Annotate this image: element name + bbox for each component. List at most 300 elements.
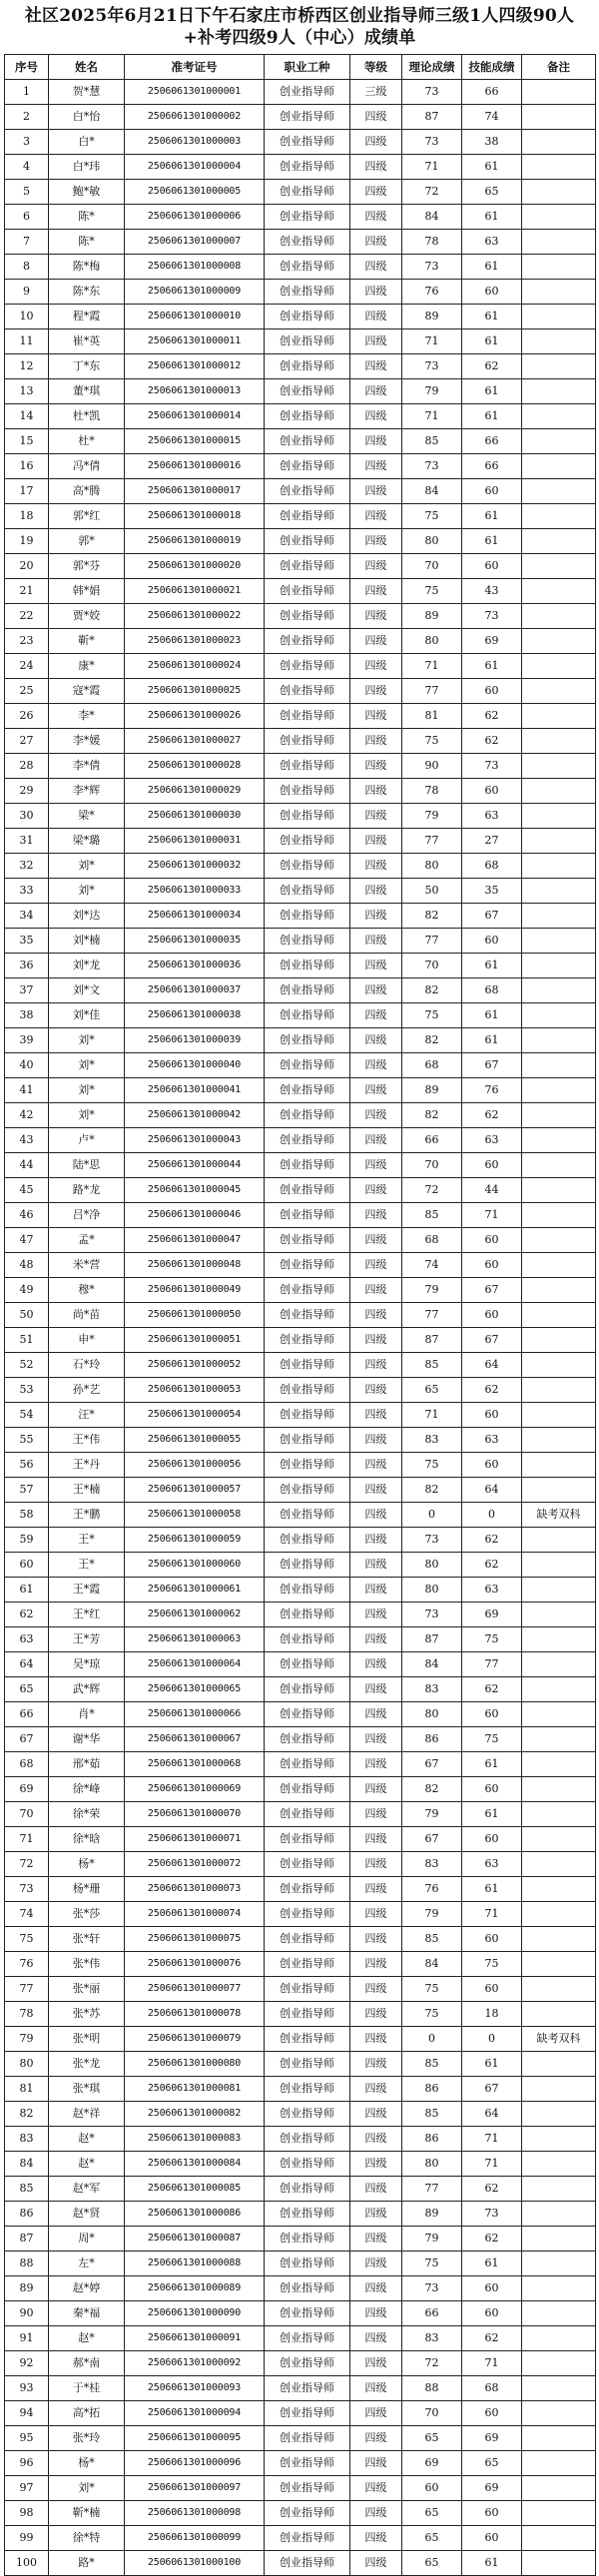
cell-ticket: 2506061301000035 (125, 929, 265, 954)
table-body (5, 80, 596, 2576)
cell-occupation: 创业指导师 (265, 1578, 350, 1603)
cell-level: 四级 (350, 779, 402, 804)
cell-occupation: 创业指导师 (265, 704, 350, 729)
cell-ticket: 2506061301000015 (125, 429, 265, 454)
cell-skill-score: 62 (462, 1528, 522, 1553)
cell-index: 82 (5, 2102, 49, 2127)
cell-ticket: 2506061301000060 (125, 1553, 265, 1578)
cell-occupation: 创业指导师 (265, 1877, 350, 1902)
cell-index: 22 (5, 604, 49, 629)
cell-skill-score: 75 (462, 1952, 522, 1977)
table-row (5, 1927, 596, 1952)
cell-level: 四级 (350, 1328, 402, 1353)
cell-name: 刘* (49, 879, 125, 904)
cell-theory-score: 75 (402, 2252, 462, 2276)
cell-index: 15 (5, 429, 49, 454)
cell-skill-score: 61 (462, 529, 522, 554)
cell-remark (522, 1578, 596, 1603)
table-row (5, 2351, 596, 2376)
cell-index: 93 (5, 2376, 49, 2401)
cell-theory-score: 65 (402, 2501, 462, 2526)
cell-remark (522, 2152, 596, 2177)
cell-level: 四级 (350, 2127, 402, 2152)
cell-level: 四级 (350, 2351, 402, 2376)
cell-ticket: 2506061301000083 (125, 2127, 265, 2152)
cell-index: 30 (5, 804, 49, 829)
cell-skill-score: 61 (462, 1003, 522, 1028)
cell-remark (522, 1852, 596, 1877)
cell-level: 四级 (350, 1927, 402, 1952)
cell-level: 四级 (350, 180, 402, 205)
cell-theory-score: 86 (402, 2077, 462, 2102)
cell-level: 四级 (350, 2401, 402, 2426)
cell-ticket: 2506061301000088 (125, 2252, 265, 2276)
cell-skill-score: 62 (462, 729, 522, 754)
cell-theory-score: 0 (402, 1503, 462, 1528)
cell-remark (522, 529, 596, 554)
cell-name: 路*龙 (49, 1178, 125, 1203)
table-row (5, 1852, 596, 1877)
cell-remark (522, 879, 596, 904)
cell-theory-score: 70 (402, 954, 462, 978)
cell-occupation: 创业指导师 (265, 2252, 350, 2276)
cell-index: 92 (5, 2351, 49, 2376)
cell-theory-score: 73 (402, 130, 462, 155)
cell-theory-score: 77 (402, 1303, 462, 1328)
cell-name: 靳* (49, 629, 125, 654)
cell-remark (522, 454, 596, 479)
cell-ticket: 2506061301000086 (125, 2202, 265, 2227)
cell-occupation: 创业指导师 (265, 205, 350, 230)
cell-occupation: 创业指导师 (265, 779, 350, 804)
cell-skill-score: 64 (462, 1478, 522, 1503)
cell-occupation: 创业指导师 (265, 954, 350, 978)
cell-level: 四级 (350, 479, 402, 504)
cell-theory-score: 85 (402, 2102, 462, 2127)
cell-theory-score: 84 (402, 1952, 462, 1977)
cell-theory-score: 83 (402, 1852, 462, 1877)
cell-name: 秦*福 (49, 2301, 125, 2326)
cell-occupation: 创业指导师 (265, 579, 350, 604)
cell-ticket: 2506061301000003 (125, 130, 265, 155)
cell-occupation: 创业指导师 (265, 1278, 350, 1303)
cell-name: 赵*婷 (49, 2276, 125, 2301)
cell-skill-score: 71 (462, 2351, 522, 2376)
cell-ticket: 2506061301000047 (125, 1228, 265, 1253)
cell-name: 王* (49, 1528, 125, 1553)
cell-skill-score: 75 (462, 1727, 522, 1752)
cell-index: 86 (5, 2202, 49, 2227)
cell-remark (522, 804, 596, 829)
cell-remark (522, 1802, 596, 1827)
cell-theory-score: 82 (402, 904, 462, 929)
cell-skill-score: 61 (462, 1802, 522, 1827)
cell-index: 9 (5, 280, 49, 305)
score-table (4, 54, 596, 2576)
cell-occupation: 创业指导师 (265, 2152, 350, 2177)
cell-level: 四级 (350, 130, 402, 155)
cell-remark (522, 1727, 596, 1752)
table-row (5, 2052, 596, 2077)
cell-name: 王*楠 (49, 1478, 125, 1503)
cell-name: 王*丹 (49, 1453, 125, 1478)
cell-level: 四级 (350, 804, 402, 829)
title-line-1: 社区2025年6月21日下午石家庄市桥西区创业指导师三级1人四级90人 (24, 6, 575, 26)
cell-name: 陈*梅 (49, 255, 125, 280)
cell-theory-score: 67 (402, 1827, 462, 1852)
cell-index: 67 (5, 1727, 49, 1752)
cell-ticket: 2506061301000100 (125, 2551, 265, 2576)
cell-name: 郝*南 (49, 2351, 125, 2376)
cell-theory-score: 87 (402, 105, 462, 130)
table-row (5, 1627, 596, 1652)
table-row (5, 1727, 596, 1752)
cell-ticket: 2506061301000079 (125, 2027, 265, 2052)
cell-remark (522, 754, 596, 779)
cell-remark (522, 1428, 596, 1453)
cell-name: 张*明 (49, 2027, 125, 2052)
cell-theory-score: 89 (402, 305, 462, 329)
table-row (5, 1777, 596, 1802)
cell-name: 王* (49, 1553, 125, 1578)
cell-name: 陈* (49, 230, 125, 255)
cell-occupation: 创业指导师 (265, 1028, 350, 1053)
table-row (5, 479, 596, 504)
table-row (5, 1253, 596, 1278)
cell-skill-score: 71 (462, 1902, 522, 1927)
cell-remark (522, 2476, 596, 2501)
cell-occupation: 创业指导师 (265, 1852, 350, 1877)
cell-theory-score: 79 (402, 1278, 462, 1303)
cell-skill-score: 65 (462, 180, 522, 205)
cell-remark (522, 1777, 596, 1802)
cell-ticket: 2506061301000028 (125, 754, 265, 779)
cell-index: 45 (5, 1178, 49, 1203)
cell-ticket: 2506061301000056 (125, 1453, 265, 1478)
cell-theory-score: 77 (402, 679, 462, 704)
cell-remark (522, 929, 596, 954)
cell-index: 90 (5, 2301, 49, 2326)
table-row (5, 729, 596, 754)
cell-occupation: 创业指导师 (265, 2002, 350, 2027)
cell-occupation: 创业指导师 (265, 2077, 350, 2102)
cell-theory-score: 84 (402, 479, 462, 504)
cell-theory-score: 75 (402, 504, 462, 529)
cell-remark (522, 2326, 596, 2351)
cell-occupation: 创业指导师 (265, 654, 350, 679)
cell-remark (522, 1902, 596, 1927)
cell-level: 四级 (350, 1028, 402, 1053)
cell-name: 赵*贤 (49, 2202, 125, 2227)
cell-skill-score: 60 (462, 1927, 522, 1952)
cell-skill-score: 71 (462, 2127, 522, 2152)
cell-skill-score: 66 (462, 80, 522, 105)
cell-level: 四级 (350, 2052, 402, 2077)
cell-remark (522, 1003, 596, 1028)
cell-skill-score: 68 (462, 854, 522, 879)
cell-index: 35 (5, 929, 49, 954)
cell-occupation: 创业指导师 (265, 1453, 350, 1478)
cell-theory-score: 65 (402, 2551, 462, 2576)
cell-theory-score: 85 (402, 1353, 462, 1378)
cell-remark (522, 2351, 596, 2376)
cell-ticket: 2506061301000049 (125, 1278, 265, 1303)
table-row (5, 1553, 596, 1578)
table-row (5, 1977, 596, 2002)
cell-name: 靳*楠 (49, 2501, 125, 2526)
cell-index: 97 (5, 2476, 49, 2501)
cell-index: 8 (5, 255, 49, 280)
cell-occupation: 创业指导师 (265, 529, 350, 554)
cell-ticket: 2506061301000011 (125, 329, 265, 354)
table-row (5, 354, 596, 379)
cell-remark (522, 2426, 596, 2451)
table-row (5, 2202, 596, 2227)
cell-index: 14 (5, 404, 49, 429)
cell-skill-score: 61 (462, 1752, 522, 1777)
cell-occupation: 创业指导师 (265, 504, 350, 529)
cell-ticket: 2506061301000026 (125, 704, 265, 729)
cell-skill-score: 69 (462, 1603, 522, 1627)
cell-occupation: 创业指导师 (265, 1203, 350, 1228)
cell-remark (522, 1528, 596, 1553)
cell-occupation: 创业指导师 (265, 2401, 350, 2426)
table-row (5, 854, 596, 879)
cell-remark (522, 978, 596, 1003)
cell-theory-score: 83 (402, 1428, 462, 1453)
col-header-index: 序号 (5, 55, 49, 80)
cell-occupation: 创业指导师 (265, 829, 350, 854)
cell-occupation: 创业指导师 (265, 1128, 350, 1153)
cell-level: 四级 (350, 2276, 402, 2301)
cell-theory-score: 85 (402, 2052, 462, 2077)
cell-skill-score: 73 (462, 604, 522, 629)
cell-level: 四级 (350, 105, 402, 130)
cell-level: 四级 (350, 2077, 402, 2102)
cell-ticket: 2506061301000032 (125, 854, 265, 879)
cell-theory-score: 81 (402, 704, 462, 729)
table-row (5, 404, 596, 429)
cell-ticket: 2506061301000058 (125, 1503, 265, 1528)
cell-name: 陈*东 (49, 280, 125, 305)
cell-level: 四级 (350, 1003, 402, 1028)
cell-ticket: 2506061301000097 (125, 2476, 265, 2501)
table-row (5, 829, 596, 854)
cell-index: 79 (5, 2027, 49, 2052)
cell-index: 78 (5, 2002, 49, 2027)
cell-ticket: 2506061301000062 (125, 1603, 265, 1627)
cell-ticket: 2506061301000017 (125, 479, 265, 504)
cell-theory-score: 85 (402, 429, 462, 454)
table-row (5, 2451, 596, 2476)
cell-skill-score: 38 (462, 130, 522, 155)
cell-occupation: 创业指导师 (265, 2227, 350, 2252)
cell-index: 95 (5, 2426, 49, 2451)
cell-level: 四级 (350, 1278, 402, 1303)
cell-level: 四级 (350, 1153, 402, 1178)
cell-level: 三级 (350, 80, 402, 105)
cell-level: 四级 (350, 904, 402, 929)
cell-level: 四级 (350, 754, 402, 779)
cell-skill-score: 62 (462, 1677, 522, 1702)
cell-ticket: 2506061301000010 (125, 305, 265, 329)
table-row (5, 280, 596, 305)
cell-name: 杨*珊 (49, 1877, 125, 1902)
table-row (5, 1802, 596, 1827)
table-row (5, 978, 596, 1003)
cell-name: 刘*达 (49, 904, 125, 929)
cell-theory-score: 79 (402, 1902, 462, 1927)
cell-remark (522, 2501, 596, 2526)
cell-name: 梁* (49, 804, 125, 829)
cell-skill-score: 65 (462, 2451, 522, 2476)
cell-ticket: 2506061301000067 (125, 1727, 265, 1752)
cell-ticket: 2506061301000077 (125, 1977, 265, 2002)
cell-skill-score: 73 (462, 2202, 522, 2227)
cell-theory-score: 73 (402, 454, 462, 479)
cell-level: 四级 (350, 1727, 402, 1752)
cell-ticket: 2506061301000073 (125, 1877, 265, 1902)
cell-index: 74 (5, 1902, 49, 1927)
cell-remark (522, 255, 596, 280)
cell-index: 80 (5, 2052, 49, 2077)
cell-remark (522, 2301, 596, 2326)
cell-remark (522, 2002, 596, 2027)
cell-name: 梁*璐 (49, 829, 125, 854)
cell-remark (522, 230, 596, 255)
cell-level: 四级 (350, 554, 402, 579)
cell-theory-score: 60 (402, 2476, 462, 2501)
cell-name: 刘* (49, 854, 125, 879)
cell-index: 18 (5, 504, 49, 529)
cell-occupation: 创业指导师 (265, 2501, 350, 2526)
col-header-remark: 备注 (522, 55, 596, 80)
table-row (5, 1078, 596, 1103)
cell-name: 杜* (49, 429, 125, 454)
cell-skill-score: 60 (462, 2501, 522, 2526)
cell-name: 谢*华 (49, 1727, 125, 1752)
cell-ticket: 2506061301000001 (125, 80, 265, 105)
cell-name: 刘* (49, 1028, 125, 1053)
cell-skill-score: 60 (462, 779, 522, 804)
cell-theory-score: 75 (402, 1003, 462, 1028)
cell-level: 四级 (350, 1403, 402, 1428)
cell-theory-score: 71 (402, 329, 462, 354)
cell-ticket: 2506061301000016 (125, 454, 265, 479)
cell-ticket: 2506061301000076 (125, 1952, 265, 1977)
cell-level: 四级 (350, 1578, 402, 1603)
title-line-2: +补考四级9人（中心）成绩单 (183, 28, 416, 48)
cell-level: 四级 (350, 454, 402, 479)
cell-index: 38 (5, 1003, 49, 1028)
cell-level: 四级 (350, 929, 402, 954)
table-row (5, 2401, 596, 2426)
cell-theory-score: 80 (402, 1702, 462, 1727)
cell-occupation: 创业指导师 (265, 354, 350, 379)
cell-index: 75 (5, 1927, 49, 1952)
cell-occupation: 创业指导师 (265, 1178, 350, 1203)
cell-theory-score: 80 (402, 629, 462, 654)
table-row (5, 205, 596, 230)
cell-level: 四级 (350, 205, 402, 230)
cell-ticket: 2506061301000013 (125, 379, 265, 404)
cell-remark (522, 1877, 596, 1902)
cell-level: 四级 (350, 2451, 402, 2476)
cell-ticket: 2506061301000085 (125, 2177, 265, 2202)
table-row (5, 629, 596, 654)
cell-level: 四级 (350, 604, 402, 629)
cell-name: 白* (49, 130, 125, 155)
cell-name: 赵* (49, 2326, 125, 2351)
cell-name: 于*桂 (49, 2376, 125, 2401)
cell-skill-score: 61 (462, 2551, 522, 2576)
table-row (5, 329, 596, 354)
table-row (5, 1877, 596, 1902)
cell-theory-score: 82 (402, 1028, 462, 1053)
table-row (5, 130, 596, 155)
cell-remark (522, 2252, 596, 2276)
cell-skill-score: 44 (462, 1178, 522, 1203)
cell-remark (522, 2177, 596, 2202)
cell-remark: 缺考双科 (522, 1503, 596, 1528)
cell-level: 四级 (350, 1652, 402, 1677)
cell-name: 刘*楠 (49, 929, 125, 954)
cell-skill-score: 61 (462, 2052, 522, 2077)
cell-index: 1 (5, 80, 49, 105)
cell-occupation: 创业指导师 (265, 804, 350, 829)
cell-index: 88 (5, 2252, 49, 2276)
cell-theory-score: 73 (402, 80, 462, 105)
cell-level: 四级 (350, 1253, 402, 1278)
cell-occupation: 创业指导师 (265, 2451, 350, 2476)
cell-remark (522, 1078, 596, 1103)
table-row (5, 1603, 596, 1627)
cell-theory-score: 0 (402, 2027, 462, 2052)
col-header-name: 姓名 (49, 55, 125, 80)
cell-occupation: 创业指导师 (265, 2177, 350, 2202)
cell-ticket: 2506061301000091 (125, 2326, 265, 2351)
cell-occupation: 创业指导师 (265, 2426, 350, 2451)
cell-index: 68 (5, 1752, 49, 1777)
table-row (5, 2027, 596, 2052)
cell-ticket: 2506061301000094 (125, 2401, 265, 2426)
col-header-theory: 理论成绩 (402, 55, 462, 80)
cell-ticket: 2506061301000065 (125, 1677, 265, 1702)
cell-theory-score: 68 (402, 1228, 462, 1253)
cell-occupation: 创业指导师 (265, 1752, 350, 1777)
cell-skill-score: 63 (462, 1428, 522, 1453)
cell-ticket: 2506061301000030 (125, 804, 265, 829)
cell-level: 四级 (350, 1178, 402, 1203)
cell-level: 四级 (350, 1827, 402, 1852)
cell-ticket: 2506061301000087 (125, 2227, 265, 2252)
cell-level: 四级 (350, 1902, 402, 1927)
cell-skill-score: 60 (462, 1303, 522, 1328)
cell-remark (522, 2276, 596, 2301)
cell-skill-score: 73 (462, 754, 522, 779)
cell-level: 四级 (350, 879, 402, 904)
cell-name: 赵* (49, 2127, 125, 2152)
cell-index: 59 (5, 1528, 49, 1553)
cell-level: 四级 (350, 1378, 402, 1403)
cell-index: 65 (5, 1677, 49, 1702)
cell-ticket: 2506061301000081 (125, 2077, 265, 2102)
cell-occupation: 创业指导师 (265, 230, 350, 255)
cell-occupation: 创业指导师 (265, 1777, 350, 1802)
cell-skill-score: 60 (462, 1228, 522, 1253)
cell-occupation: 创业指导师 (265, 854, 350, 879)
cell-remark (522, 2401, 596, 2426)
